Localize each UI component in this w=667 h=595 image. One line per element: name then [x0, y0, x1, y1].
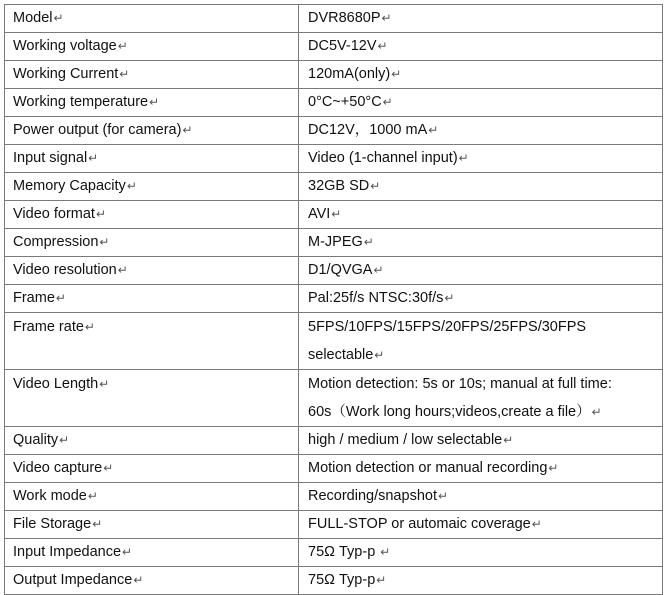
spec-value-cell: [299, 483, 663, 511]
paragraph-mark-icon: ↵: [182, 123, 193, 137]
spec-row: [5, 173, 663, 201]
spec-row: [5, 257, 663, 285]
paragraph-mark-icon: ↵: [377, 39, 388, 53]
paragraph-mark-icon: ↵: [92, 517, 103, 531]
paragraph-mark-icon: ↵: [548, 461, 559, 475]
paragraph-mark-icon: ↵: [391, 67, 402, 81]
spec-value-line: [308, 257, 662, 284]
spec-label-cell: [5, 33, 299, 61]
spec-label: Video Length: [13, 376, 99, 392]
spec-value-line: [308, 511, 662, 538]
spec-label-cell: [5, 145, 299, 173]
spec-value-cell: [299, 313, 663, 370]
spec-value-line: [308, 539, 662, 566]
spec-value: Motion detection or manual recording: [308, 460, 548, 476]
spec-label: Model: [13, 10, 53, 26]
spec-value-line: [308, 117, 662, 144]
spec-label-cell: [5, 89, 299, 117]
spec-value: selectable: [308, 347, 374, 363]
spec-label: Input Impedance: [13, 544, 122, 560]
spec-value-line: [308, 370, 662, 398]
spec-value-line: [308, 398, 662, 426]
paragraph-mark-icon: ↵: [363, 235, 374, 249]
spec-label: Working Current: [13, 66, 119, 82]
spec-value-line: [308, 201, 662, 228]
spec-label-cell: [5, 257, 299, 285]
spec-value-line: [308, 61, 662, 88]
spec-value: DVR8680P: [308, 10, 381, 26]
spec-label: Working temperature: [13, 94, 149, 110]
spec-row: [5, 370, 663, 427]
paragraph-mark-icon: ↵: [88, 151, 99, 165]
spec-value-cell: [299, 567, 663, 595]
paragraph-mark-icon: ↵: [437, 489, 449, 503]
spec-value-line: [308, 33, 662, 60]
spec-value-cell: [299, 229, 663, 257]
spec-value: Pal:25f/s NTSC:30f/s: [308, 290, 444, 306]
spec-label: Frame: [13, 290, 55, 306]
spec-row: [5, 483, 663, 511]
spec-value-cell: [299, 33, 663, 61]
spec-row: [5, 285, 663, 313]
spec-row: [5, 229, 663, 257]
spec-label-cell: [5, 229, 299, 257]
spec-label-cell: [5, 483, 299, 511]
spec-label: File Storage: [13, 516, 92, 532]
spec-label-cell: [5, 61, 299, 89]
spec-value: 75Ω Typ-p: [308, 572, 376, 588]
spec-label: Frame rate: [13, 319, 84, 335]
paragraph-mark-icon: ↵: [591, 405, 602, 419]
paragraph-mark-icon: ↵: [331, 207, 342, 221]
spec-label: Quality: [13, 432, 59, 448]
spec-label: Output Impedance: [13, 572, 133, 588]
spec-table-body: [5, 5, 663, 595]
spec-row: [5, 61, 663, 89]
spec-value-cell: [299, 61, 663, 89]
spec-label: Input signal: [13, 150, 88, 166]
paragraph-mark-icon: ↵: [444, 291, 455, 305]
spec-label-cell: [5, 539, 299, 567]
spec-value-line: [308, 5, 662, 32]
spec-value: 75Ω Typ-p: [308, 544, 380, 560]
spec-label: Memory Capacity: [13, 178, 126, 194]
spec-row: [5, 33, 663, 61]
spec-value-line: [308, 455, 662, 482]
spec-value-cell: [299, 89, 663, 117]
spec-row: [5, 89, 663, 117]
spec-label: Work mode: [13, 488, 87, 504]
spec-value-cell: [299, 539, 663, 567]
spec-label-cell: [5, 370, 299, 427]
paragraph-mark-icon: ↵: [503, 433, 514, 447]
spec-table: [4, 4, 663, 595]
paragraph-mark-icon: ↵: [53, 11, 64, 25]
paragraph-mark-icon: ↵: [428, 123, 439, 137]
spec-value: 60s（Work long hours;videos,create a file）: [308, 404, 591, 420]
spec-row: [5, 145, 663, 173]
spec-value: 120mA(only): [308, 66, 391, 82]
spec-label-cell: [5, 455, 299, 483]
spec-label: Working voltage: [13, 38, 117, 54]
spec-value-line: [308, 173, 662, 200]
spec-value-line: [308, 229, 662, 256]
paragraph-mark-icon: ↵: [122, 545, 133, 559]
spec-row: [5, 511, 663, 539]
paragraph-mark-icon: ↵: [103, 461, 114, 475]
spec-value-line: [308, 483, 662, 510]
spec-label: Power output (for camera): [13, 122, 182, 138]
paragraph-mark-icon: ↵: [149, 95, 160, 109]
spec-value: Motion detection: 5s or 10s; manual at full time:: [308, 376, 612, 392]
spec-row: [5, 117, 663, 145]
paragraph-mark-icon: ↵: [95, 207, 107, 221]
spec-value-line: [308, 145, 662, 172]
spec-label-cell: [5, 313, 299, 370]
spec-value: DC12V，1000 mA: [308, 122, 428, 138]
spec-row: [5, 539, 663, 567]
spec-value-cell: [299, 455, 663, 483]
spec-value: D1/QVGA: [308, 262, 373, 278]
spec-value-cell: [299, 5, 663, 33]
paragraph-mark-icon: ↵: [55, 291, 66, 305]
paragraph-mark-icon: ↵: [87, 489, 98, 503]
spec-value-line: [308, 341, 662, 369]
spec-row: [5, 567, 663, 595]
paragraph-mark-icon: ↵: [374, 348, 385, 362]
spec-label-cell: [5, 201, 299, 229]
spec-label-cell: [5, 117, 299, 145]
spec-value-line: [308, 285, 662, 312]
paragraph-mark-icon: ↵: [117, 39, 128, 53]
spec-label-cell: [5, 285, 299, 313]
spec-value: M-JPEG: [308, 234, 363, 250]
paragraph-mark-icon: ↵: [381, 11, 392, 25]
paragraph-mark-icon: ↵: [531, 517, 542, 531]
paragraph-mark-icon: ↵: [99, 377, 110, 391]
spec-value-line: [308, 313, 662, 341]
paragraph-mark-icon: ↵: [376, 573, 387, 587]
paragraph-mark-icon: ↵: [382, 95, 393, 109]
spec-value: AVI: [308, 206, 331, 222]
paragraph-mark-icon: ↵: [126, 179, 137, 193]
paragraph-mark-icon: ↵: [380, 545, 391, 559]
spec-label: Video resolution: [13, 262, 117, 278]
spec-row: [5, 427, 663, 455]
spec-value-cell: [299, 117, 663, 145]
spec-value-cell: [299, 370, 663, 427]
paragraph-mark-icon: ↵: [99, 235, 110, 249]
spec-value: 5FPS/10FPS/15FPS/20FPS/25FPS/30FPS: [308, 319, 587, 335]
spec-label: Video format: [13, 206, 95, 222]
spec-value-cell: [299, 427, 663, 455]
spec-label-cell: [5, 511, 299, 539]
spec-value: 0°C~+50°C: [308, 94, 382, 110]
spec-label: Compression: [13, 234, 99, 250]
paragraph-mark-icon: ↵: [458, 151, 469, 165]
spec-value: Video (1-channel input): [308, 150, 458, 166]
spec-value: FULL-STOP or automaic coverage: [308, 516, 531, 532]
spec-value-cell: [299, 257, 663, 285]
spec-label-cell: [5, 567, 299, 595]
spec-value: DC5V-12V: [308, 38, 377, 54]
spec-row: [5, 201, 663, 229]
spec-label-cell: [5, 173, 299, 201]
paragraph-mark-icon: ↵: [370, 179, 381, 193]
spec-value: Recording/snapshot: [308, 488, 437, 504]
spec-value-line: [308, 89, 662, 116]
spec-value-cell: [299, 285, 663, 313]
spec-value: 32GB SD: [308, 178, 370, 194]
paragraph-mark-icon: ↵: [373, 263, 384, 277]
spec-value-line: [308, 567, 662, 594]
spec-value-line: [308, 427, 662, 454]
paragraph-mark-icon: ↵: [119, 67, 130, 81]
spec-value-cell: [299, 511, 663, 539]
spec-label-cell: [5, 427, 299, 455]
spec-row: [5, 455, 663, 483]
spec-value-cell: [299, 201, 663, 229]
paragraph-mark-icon: ↵: [59, 433, 70, 447]
spec-value-cell: [299, 173, 663, 201]
spec-row: [5, 313, 663, 370]
spec-value: high / medium / low selectable: [308, 432, 503, 448]
paragraph-mark-icon: ↵: [117, 263, 128, 277]
spec-row: [5, 5, 663, 33]
paragraph-mark-icon: ↵: [133, 573, 144, 587]
spec-label: Video capture: [13, 460, 103, 476]
paragraph-mark-icon: ↵: [84, 320, 95, 334]
spec-value-cell: [299, 145, 663, 173]
spec-label-cell: [5, 5, 299, 33]
